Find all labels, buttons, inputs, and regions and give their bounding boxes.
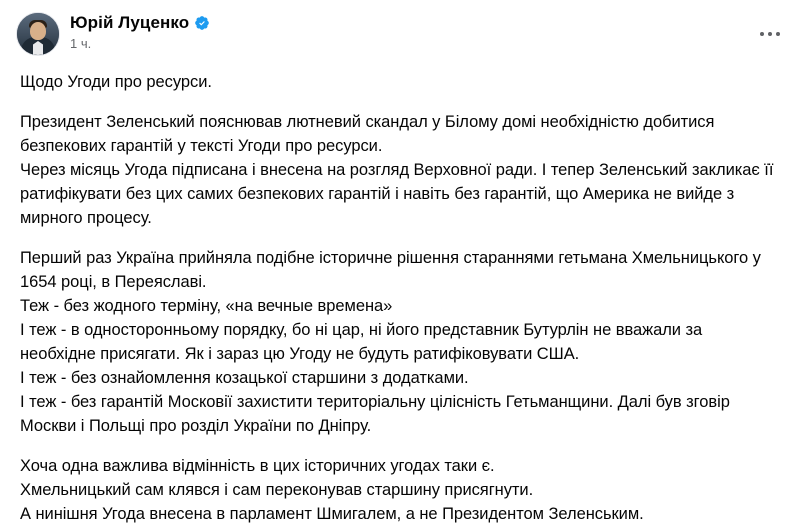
menu-dot	[776, 32, 780, 36]
menu-dot	[760, 32, 764, 36]
post-paragraph: Перший раз Україна прийняла подібне історичне рішення стараннями гетьмана Хмельницького у 1654 році, в Переяславі.	[20, 249, 761, 291]
menu-dot	[768, 32, 772, 36]
avatar[interactable]	[16, 12, 60, 56]
post-paragraph: Через місяць Угода підписана і внесена на розгляд Верховної ради. І тепер Зеленський закликає її ратифікувати без цих самих безпекових гарантій і навіть без гарантій, що Америка не вийде з мирного процесу.	[20, 161, 774, 227]
post-paragraph: Хоча одна важлива відмінність в цих історичних угодах таки є.	[20, 457, 495, 475]
verified-badge-icon	[194, 15, 210, 31]
post-paragraph: І теж - в односторонньому порядку, бо ні цар, ні його представник Бутурлін не вважали за необхідне присягати. Як і зараз цю Угоду не будуть ратифіковувати США.	[20, 321, 703, 363]
post-paragraph: А нинішня Угода внесена в парламент Шмигалем, а не Президентом Зеленським.	[20, 505, 644, 523]
post-timestamp[interactable]: 1 ч.	[70, 36, 92, 51]
more-options-icon[interactable]	[754, 22, 786, 46]
post-header-text	[70, 12, 210, 52]
post-header	[0, 0, 800, 56]
post-paragraph: І теж - без ознайомлення козацької старшини з додатками.	[20, 369, 469, 387]
post-paragraph: Щодо Угоди про ресурси.	[20, 73, 212, 91]
avatar-face	[30, 22, 46, 40]
author-row	[70, 13, 210, 33]
author-name[interactable]: Юрій Луценко	[70, 13, 190, 32]
post-paragraph: Теж - без жодного терміну, «на вечные времена»	[20, 297, 393, 315]
post-body	[0, 56, 800, 526]
post-paragraph: Хмельницький сам клявся і сам переконував старшину присягнути.	[20, 481, 534, 499]
post-paragraph: Президент Зеленський пояснював лютневий скандал у Білому домі необхідністю добитися безпекових гарантій у тексті Угоди про ресурси.	[20, 113, 715, 155]
post-meta	[70, 36, 210, 52]
post-paragraph: І теж - без гарантій Московії захистити територіальну цілісність Гетьманщини. Далі був зговір Москви і Польщі про розділ України по Дніпру.	[20, 393, 730, 435]
